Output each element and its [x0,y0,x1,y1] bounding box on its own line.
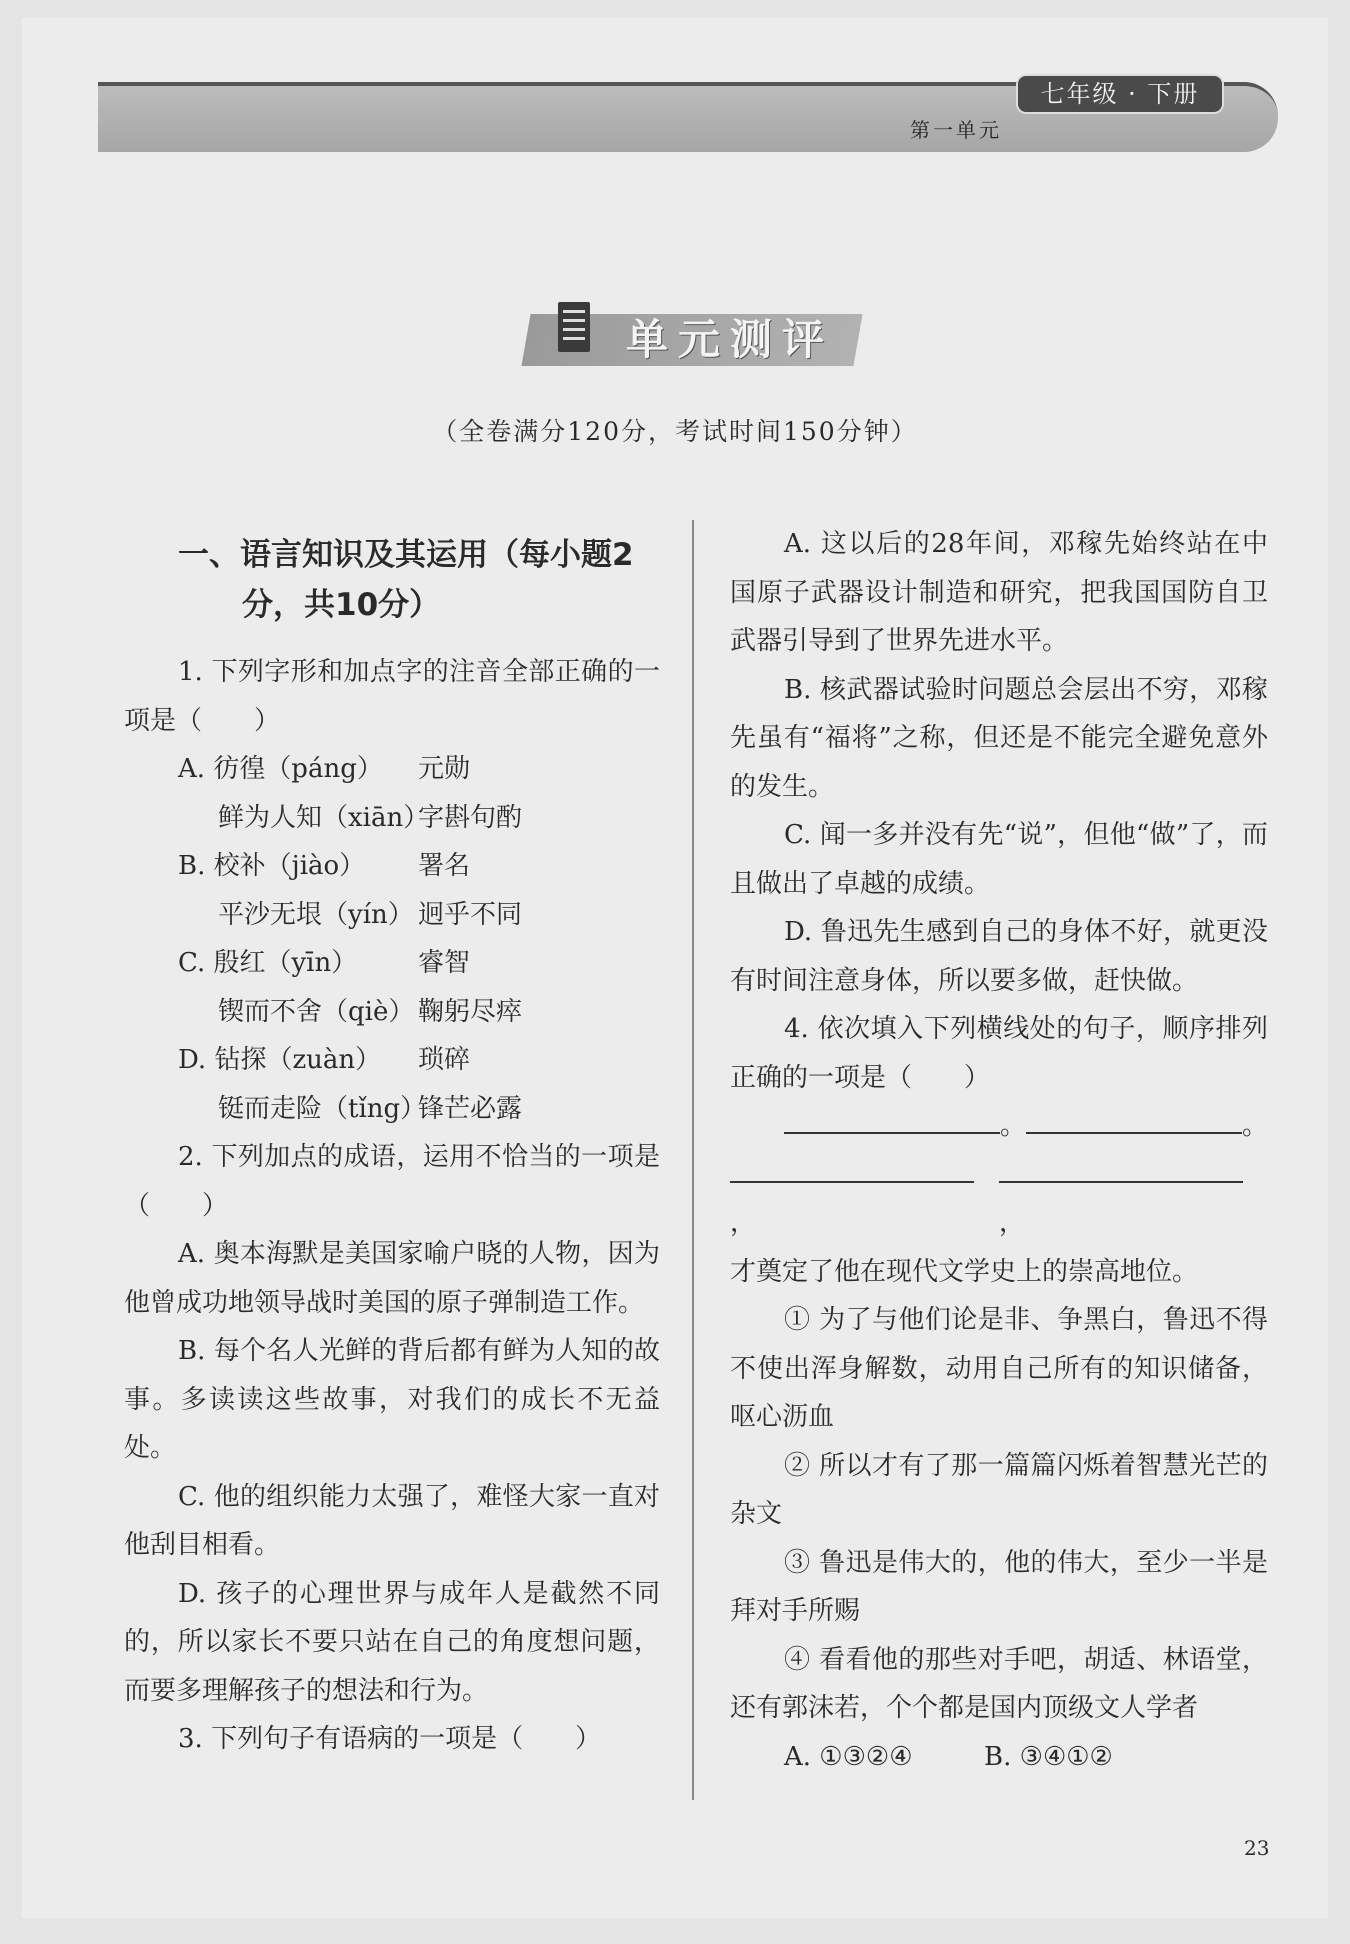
q1-stem: 1. 下列字形和加点字的注音全部正确的一项是（ ） [124,657,660,736]
q1-option-row: A. 彷徨（páng） 元勋 [178,754,471,784]
q4-blank-row: 。 。 [730,1102,1268,1151]
q4-sentence-2: ② 所以才有了那一篇篇闪烁着智慧光芒的杂文 [730,1450,1268,1529]
q1-option-row: 锲而不舍（qiè） 鞠躬尽瘁 [218,996,523,1027]
q1-option-row: D. 钻探（zuàn） 琐碎 [178,1045,471,1075]
q3-option-d: D. 鲁迅先生感到自己的身体不好，就更没有时间注意身体，所以要多做，赶快做。 [730,917,1268,996]
q4-option-b: B. ③④①② [984,1741,1113,1772]
q4-sentence-1: ① 为了与他们论是非、争黑白，鲁迅不得不使出浑身解数，动用自己所有的知识储备，呕心沥血 [730,1305,1268,1432]
q3-option-b: B. 核武器试验时问题总会层出不穷，邓稼先虽有“福将”之称，但还是不能完全避免意外的发生。 [730,674,1268,802]
q2-stem: 2. 下列加点的成语，运用不恰当的一项是（ ） [124,1142,660,1221]
q4-options [730,1733,1268,1782]
fill-blank[interactable] [999,1155,1243,1183]
banner-title: 单元测评 [626,315,835,364]
q3-option-c: C. 闻一多并没有先“说”，但他“做”了，而且做出了卓越的成绩。 [730,820,1268,899]
fill-blank[interactable] [784,1106,1000,1134]
q1-option-row: C. 殷红（yīn） 睿智 [178,948,471,978]
left-column [124,520,660,1764]
document-icon [550,300,598,356]
exam-info: （全卷满分120分，考试时间150分钟） [432,417,918,446]
test-banner [526,300,866,366]
q2-option-b: B. 每个名人光鲜的背后都有鲜为人知的故事。多读读这些故事，对我们的成长不无益处。 [124,1336,660,1463]
q4-blank-row: ， ， [730,1151,1268,1248]
q4-sentence-3: ③ 鲁迅是伟大的，他的伟大，至少一半是拜对手所赐 [730,1547,1268,1626]
section-title: 一、语言知识及其运用（每小题2分，共10分） [178,537,634,623]
q4-option-a: A. ①③②④ [784,1741,913,1772]
q1-option-row: 铤而走险（tǐng） 锋芒必露 [218,1093,523,1124]
q2-option-c: C. 他的组织能力太强了，难怪大家一直对他刮目相看。 [124,1481,660,1560]
unit-label: 第一单元 [910,118,1002,142]
q2-option-a: A. 奥本海默是美国家喻户晓的人物，因为他曾成功地领导战时美国的原子弹制造工作。 [124,1239,660,1318]
fill-blank[interactable] [730,1155,974,1183]
q4-tail: 才奠定了他在现代文学史上的崇高地位。 [730,1256,1199,1287]
q3-stem: 3. 下列句子有语病的一项是（ ） [178,1724,602,1754]
q4-stem: 4. 依次填入下列横线处的句子，顺序排列正确的一项是（ ） [730,1014,1268,1093]
grade-badge: 七年级 · 下册 [1016,74,1224,114]
right-column [730,520,1268,1781]
q1-option-row: 平沙无垠（yín） 迥乎不同 [218,899,523,930]
q4-sentence-4: ④ 看看他的那些对手吧，胡适、林语堂，还有郭沫若，个个都是国内顶级文人学者 [730,1644,1268,1723]
q3-option-a: A. 这以后的28年间，邓稼先始终站在中国原子武器设计制造和研究，把我国国防自卫武器引导到了世界先进水平。 [730,529,1268,656]
q1-option-row: 鲜为人知（xiān） 字斟句酌 [218,802,523,833]
q2-option-d: D. 孩子的心理世界与成年人是截然不同的，所以家长不要只站在自己的角度想问题，而要多理解孩子的想法和行为。 [124,1578,660,1706]
fill-blank[interactable] [1026,1106,1242,1134]
page-number: 23 [1244,1836,1270,1860]
column-divider [692,520,694,1800]
q1-option-row: B. 校补（jiào） 署名 [178,851,471,881]
